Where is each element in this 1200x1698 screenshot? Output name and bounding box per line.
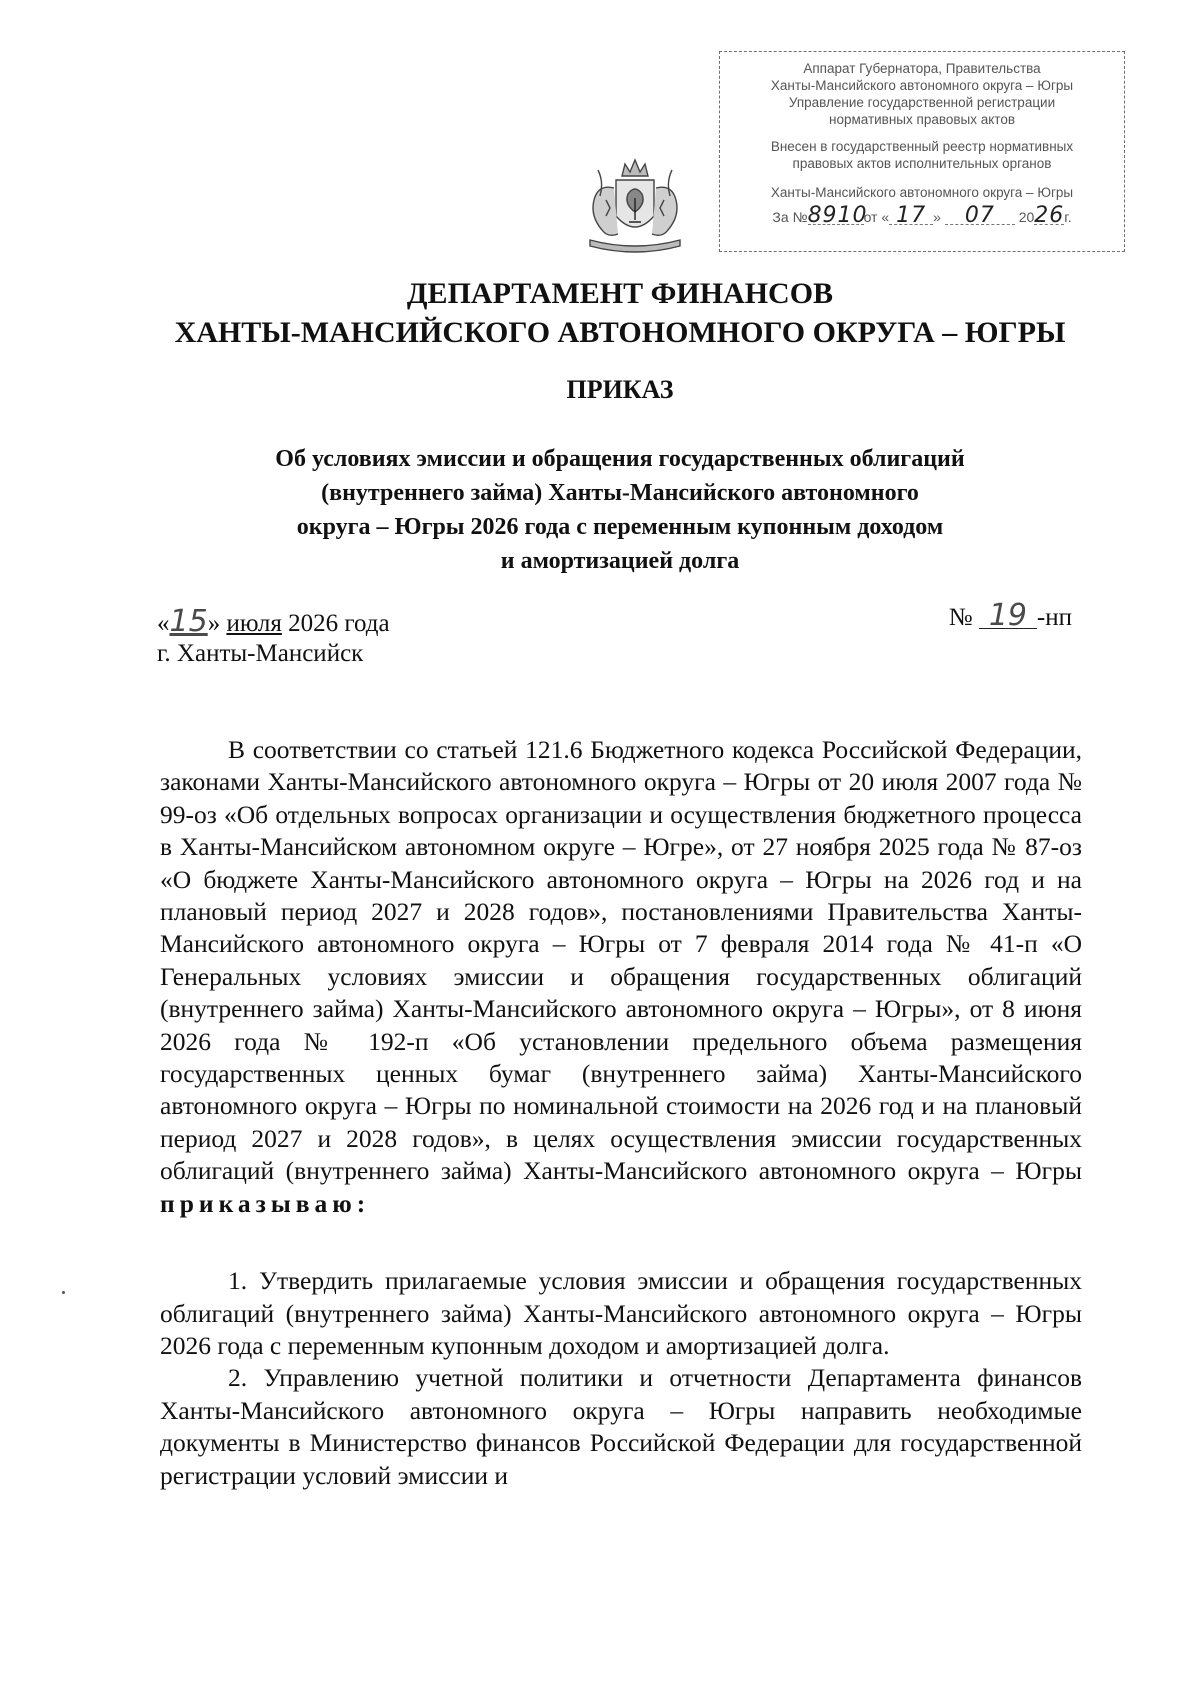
stamp-line: Внесен в государственный реестр нормативных xyxy=(770,139,1074,154)
coat-of-arms-emblem xyxy=(576,150,694,258)
stamp-reg-year-suffix: 26 xyxy=(1034,203,1065,228)
preamble-paragraph: В соответствии со статьей 121.6 Бюджетного кодекса Российской Федерации, законами Ханты-Мансийского автономного округа – Югры от 20 июля 2007 года № 99-оз «Об отдельных вопросах организации и осуществления бюджетного процесса в Ханты-Мансийском автономном округе – Югре», от 27 ноября 2025 года № 87-оз «О бюджете Ханты-Мансийского автономного округа – Югры на 2026 год и на плановый период 2027 и 2028 годов», постановлениями Правительства Ханты-Мансийского автономного округа – Югры от 7 февраля 2014 года № 41-п «О Генеральных условиях эмиссии и обращения государственных облигаций (внутреннего займа) Ханты-Мансийского автономного округа – Югры», от 8 июня 2026 года № 192-п «Об установлении предельного объема размещения государственных ценных бумаг (внутреннего займа) Ханты-Мансийского автономного округа – Югры по номинальной стоимости на 2026 год и на плановый период 2027 и 2028 годов», в целях осуществления эмиссии государственных облигаций (внутреннего займа) Ханты-Мансийского автономного округа – Югры приказываю: xyxy=(160,735,1082,1218)
stamp-line: нормативных правовых актов xyxy=(828,112,1016,127)
subject-line: и амортизацией долга xyxy=(500,548,740,574)
subject-line: Об условиях эмиссии и обращения государственных облигаций xyxy=(275,446,965,472)
scan-speck xyxy=(62,1291,65,1294)
stamp-reg-prefix: За № xyxy=(772,209,808,225)
department-name xyxy=(0,274,1200,352)
stamp-reg-number: 8910 xyxy=(807,203,868,228)
document-type: ПРИКАЗ xyxy=(566,375,674,404)
stamp-reg-year-prefix: 20 xyxy=(1018,209,1035,225)
department-line: ДЕПАРТАМЕНТ ФИНАНСОВ xyxy=(406,277,834,310)
stamp-registry-note xyxy=(720,138,1124,172)
document-body xyxy=(160,734,1082,1492)
date-month: июля xyxy=(226,610,282,637)
stamp-reg-from: от « xyxy=(863,209,890,225)
order-word: приказываю: xyxy=(160,1188,371,1218)
date-day-handwritten: 15 xyxy=(169,604,208,639)
date-year: 2026 года xyxy=(288,610,390,637)
stamp-reg-day: 17 xyxy=(889,207,933,225)
document-number: № 19 -нп xyxy=(948,598,1072,633)
document-subject xyxy=(190,442,1050,578)
stamp-line: Аппарат Губернатора, Правительства xyxy=(803,61,1041,76)
registration-stamp xyxy=(719,51,1125,252)
subject-line: округа – Югры 2026 года с переменным купонным доходом xyxy=(296,514,944,540)
stamp-line: Управление государственной регистрации xyxy=(788,95,1056,110)
document-city: г. Ханты-Мансийск xyxy=(157,640,364,667)
stamp-line: Ханты-Мансийского автономного округа – Югры xyxy=(770,78,1074,93)
stamp-reg-year-end: г. xyxy=(1064,209,1072,225)
stamp-line: правовых актов исполнительных органов xyxy=(792,156,1052,171)
document-date: «15» июля 2026 года xyxy=(157,604,390,639)
stamp-registration-line: За №8910от « 17 » 07 2026г. xyxy=(772,203,1072,228)
order-item-2: 2. Управлению учетной политики и отчетности Департамента финансов Ханты-Мансийского автономного округа – Югры направить необходимые документы в Министерство финансов Российской Федерации для государственной регистрации условий эмиссии и xyxy=(160,1363,1082,1490)
stamp-header xyxy=(720,52,1124,128)
order-item-1: 1. Утвердить прилагаемые условия эмиссии и обращения государственных облигаций (внутреннего займа) Ханты-Мансийского автономного округа – Югры 2026 года с переменным купонным доходом и амортизацией долга. xyxy=(160,1266,1082,1360)
stamp-reg-month: 07 xyxy=(945,207,1015,225)
stamp-okrug-line: Ханты-Мансийского автономного округа – Югры xyxy=(770,185,1074,200)
subject-line: (внутреннего займа) Ханты-Мансийского автономного xyxy=(321,480,919,506)
number-handwritten: 19 xyxy=(979,604,1037,629)
department-line: ХАНТЫ-МАНСИЙСКОГО АВТОНОМНОГО ОКРУГА – ЮГРЫ xyxy=(174,316,1066,349)
